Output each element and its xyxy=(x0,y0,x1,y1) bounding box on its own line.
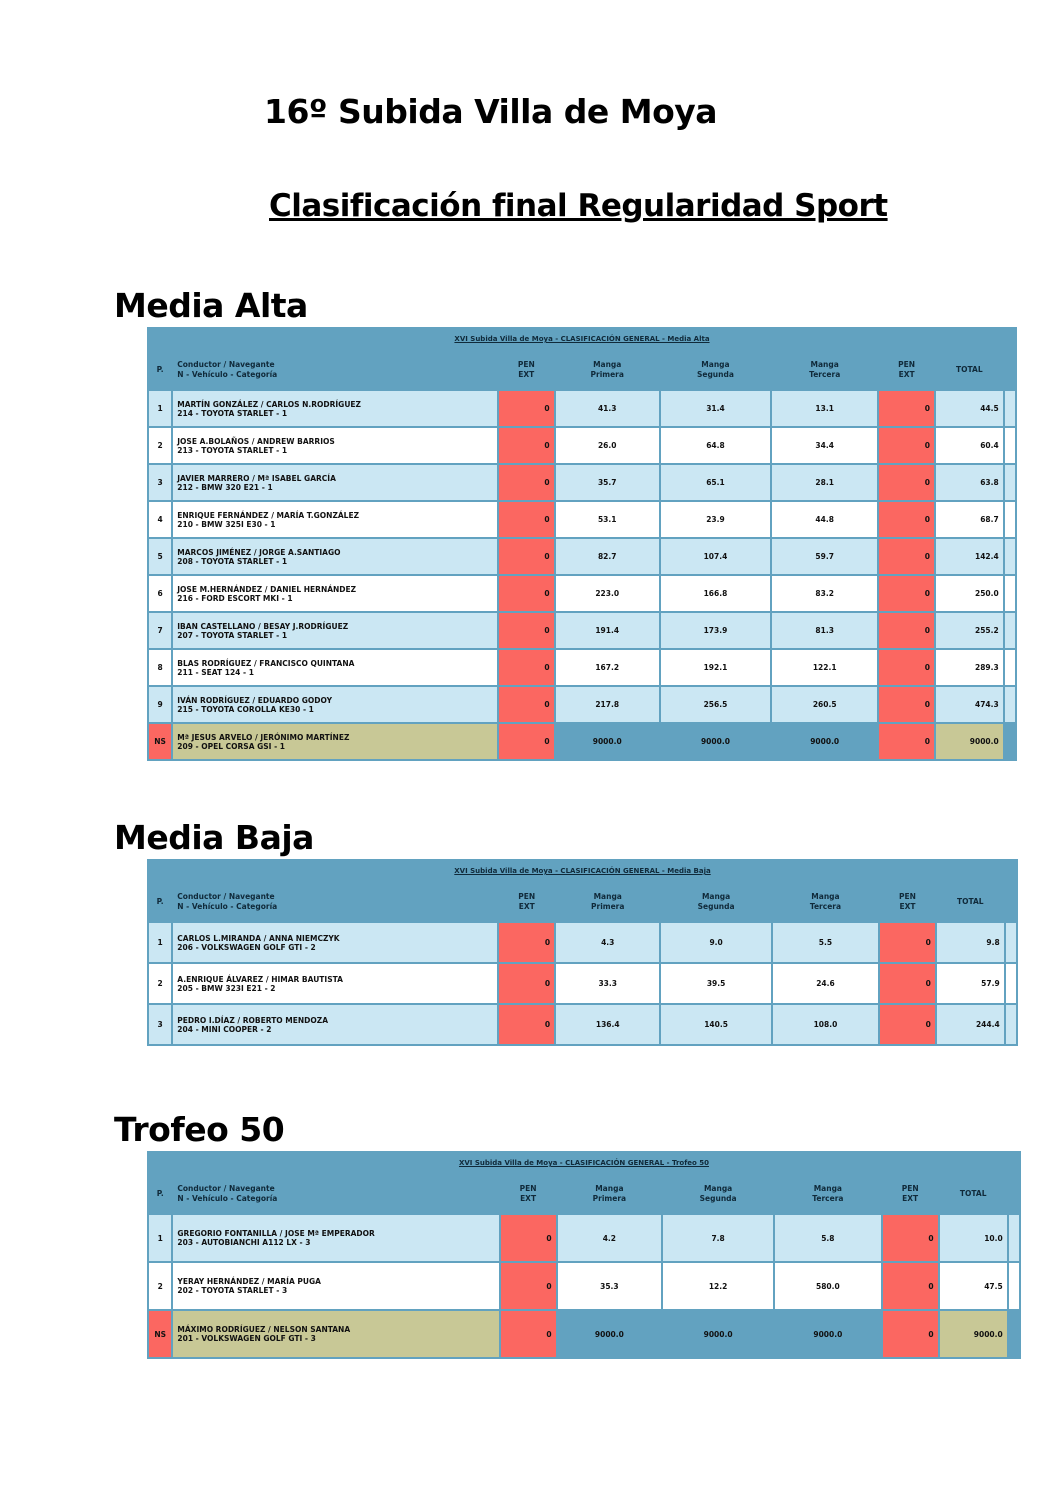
cell-spacer xyxy=(1005,963,1017,1004)
cell-driver xyxy=(172,427,498,464)
header-manga-segunda: Manga Segunda xyxy=(660,882,771,922)
cell-driver xyxy=(172,686,498,723)
cell-pen-ext-1: 0 xyxy=(498,464,555,501)
table-caption: XVI Subida Villa de Moya - CLASIFICACIÓN GENERAL - Media Alta xyxy=(148,328,1016,350)
car-info: 209 - OPEL CORSA GSI - 1 xyxy=(177,741,286,751)
cell-manga-segunda: 9.0 xyxy=(660,922,771,963)
cell-position: 1 xyxy=(148,390,172,427)
document-title: 16º Subida Villa de Moya xyxy=(264,92,718,131)
cell-manga-tercera: 122.1 xyxy=(771,649,878,686)
cell-pen-ext-1: 0 xyxy=(498,1004,555,1045)
cell-driver xyxy=(172,1310,499,1358)
cell-position: 3 xyxy=(148,1004,172,1045)
cell-spacer xyxy=(1005,1004,1017,1045)
table-row xyxy=(148,1262,1020,1310)
cell-pen-ext-2: 0 xyxy=(882,1310,939,1358)
cell-manga-segunda: 65.1 xyxy=(660,464,771,501)
cell-manga-primera: 136.4 xyxy=(555,1004,660,1045)
cell-pen-ext-1: 0 xyxy=(498,686,555,723)
cell-manga-tercera: 34.4 xyxy=(771,427,878,464)
cell-manga-tercera: 59.7 xyxy=(771,538,878,575)
cell-driver xyxy=(172,1214,499,1262)
cell-manga-primera: 4.2 xyxy=(557,1214,663,1262)
cell-spacer xyxy=(1008,1214,1020,1262)
cell-position: 6 xyxy=(148,575,172,612)
cell-driver xyxy=(172,538,498,575)
car-info: 216 - FORD ESCORT MKI - 1 xyxy=(177,593,293,603)
cell-pen-ext-2: 0 xyxy=(878,427,935,464)
cell-spacer xyxy=(1004,538,1016,575)
table-row xyxy=(148,464,1016,501)
cell-position: 1 xyxy=(148,922,172,963)
table-row xyxy=(148,538,1016,575)
cell-total: 60.4 xyxy=(935,427,1004,464)
crew-names: A.ENRIQUE ÁLVAREZ / HIMAR BAUTISTA xyxy=(177,974,343,984)
cell-driver xyxy=(172,1004,498,1045)
table-caption: XVI Subida Villa de Moya - CLASIFICACIÓN GENERAL - Media Baja xyxy=(148,860,1017,882)
cell-manga-primera: 9000.0 xyxy=(557,1310,663,1358)
cell-spacer xyxy=(1004,390,1016,427)
section-title-media-baja: Media Baja xyxy=(114,818,314,857)
table-row xyxy=(148,612,1016,649)
cell-pen-ext-2: 0 xyxy=(878,723,935,760)
cell-manga-segunda: 7.8 xyxy=(662,1214,774,1262)
header-manga-tercera: Manga Tercera xyxy=(772,882,879,922)
header-pen-ext-2: PEN EXT xyxy=(882,1174,939,1214)
cell-spacer xyxy=(1008,1262,1020,1310)
header-pen-ext-1: PEN EXT xyxy=(500,1174,557,1214)
table-row xyxy=(148,686,1016,723)
cell-total: 474.3 xyxy=(935,686,1004,723)
header-spacer xyxy=(1008,1174,1020,1214)
cell-pen-ext-2: 0 xyxy=(878,686,935,723)
header-position: P. xyxy=(148,350,172,390)
header-manga-primera: Manga Primera xyxy=(557,1174,663,1214)
cell-manga-primera: 26.0 xyxy=(555,427,660,464)
cell-driver xyxy=(172,649,498,686)
cell-driver xyxy=(172,723,498,760)
crew-names: MARCOS JIMÉNEZ / JORGE A.SANTIAGO xyxy=(177,547,341,557)
header-manga-segunda: Manga Segunda xyxy=(662,1174,774,1214)
header-driver: Conductor / Navegante N - Vehículo - Categoría xyxy=(172,1174,499,1214)
cell-position: 3 xyxy=(148,464,172,501)
cell-pen-ext-2: 0 xyxy=(879,1004,936,1045)
table-row xyxy=(148,390,1016,427)
cell-total: 10.0 xyxy=(939,1214,1008,1262)
cell-pen-ext-2: 0 xyxy=(879,963,936,1004)
cell-pen-ext-2: 0 xyxy=(878,464,935,501)
crew-names: GREGORIO FONTANILLA / JOSE Mª EMPERADOR xyxy=(177,1229,375,1238)
table-caption: XVI Subida Villa de Moya - CLASIFICACIÓN GENERAL - Trofeo 50 xyxy=(148,1152,1020,1174)
table-row xyxy=(148,723,1016,760)
cell-manga-segunda: 173.9 xyxy=(660,612,771,649)
cell-driver xyxy=(172,1262,499,1310)
crew-names: JOSE M.HERNÁNDEZ / DANIEL HERNÁNDEZ xyxy=(177,584,357,594)
cell-manga-segunda: 9000.0 xyxy=(662,1310,774,1358)
header-total: TOTAL xyxy=(936,882,1005,922)
cell-pen-ext-1: 0 xyxy=(498,390,555,427)
table-row xyxy=(148,427,1016,464)
header-driver: Conductor / Navegante N - Vehículo - Categoría xyxy=(172,882,498,922)
cell-manga-segunda: 166.8 xyxy=(660,575,771,612)
header-manga-primera: Manga Primera xyxy=(555,882,660,922)
results-table-media-alta xyxy=(147,327,1017,761)
cell-manga-tercera: 9000.0 xyxy=(771,723,878,760)
cell-manga-segunda: 192.1 xyxy=(660,649,771,686)
crew-names: Mª JESUS ARVELO / JERÓNIMO MARTÍNEZ xyxy=(177,732,350,742)
cell-total: 63.8 xyxy=(935,464,1004,501)
cell-pen-ext-2: 0 xyxy=(878,649,935,686)
cell-manga-segunda: 256.5 xyxy=(660,686,771,723)
cell-pen-ext-2: 0 xyxy=(878,390,935,427)
cell-total: 47.5 xyxy=(939,1262,1008,1310)
header-total: TOTAL xyxy=(935,350,1004,390)
cell-position: 8 xyxy=(148,649,172,686)
cell-spacer xyxy=(1008,1310,1020,1358)
cell-manga-tercera: 5.5 xyxy=(772,922,879,963)
cell-pen-ext-2: 0 xyxy=(878,501,935,538)
car-info: 215 - TOYOTA COROLLA KE30 - 1 xyxy=(177,704,314,714)
cell-manga-segunda: 107.4 xyxy=(660,538,771,575)
cell-driver xyxy=(172,922,498,963)
header-position: P. xyxy=(148,882,172,922)
cell-manga-primera: 35.7 xyxy=(555,464,660,501)
cell-pen-ext-1: 0 xyxy=(498,575,555,612)
cell-manga-tercera: 24.6 xyxy=(772,963,879,1004)
cell-manga-primera: 4.3 xyxy=(555,922,660,963)
document-subtitle: Clasificación final Regularidad Sport xyxy=(269,188,888,224)
cell-driver xyxy=(172,464,498,501)
cell-pen-ext-1: 0 xyxy=(498,723,555,760)
crew-names: CARLOS L.MIRANDA / ANNA NIEMCZYK xyxy=(177,933,340,943)
table-row xyxy=(148,922,1017,963)
car-info: 214 - TOYOTA STARLET - 1 xyxy=(177,408,288,418)
results-table-media-baja xyxy=(147,859,1018,1046)
cell-manga-segunda: 39.5 xyxy=(660,963,771,1004)
cell-spacer xyxy=(1004,575,1016,612)
car-info: 208 - TOYOTA STARLET - 1 xyxy=(177,556,288,566)
cell-pen-ext-1: 0 xyxy=(500,1214,557,1262)
cell-position: 5 xyxy=(148,538,172,575)
table-row xyxy=(148,963,1017,1004)
header-manga-primera: Manga Primera xyxy=(555,350,660,390)
cell-spacer xyxy=(1004,686,1016,723)
cell-position: 9 xyxy=(148,686,172,723)
section-title-media-alta: Media Alta xyxy=(114,286,308,325)
table-row xyxy=(148,1214,1020,1262)
car-info: 201 - VOLKSWAGEN GOLF GTI - 3 xyxy=(177,1334,316,1343)
cell-manga-tercera: 81.3 xyxy=(771,612,878,649)
cell-total: 250.0 xyxy=(935,575,1004,612)
cell-manga-primera: 9000.0 xyxy=(555,723,660,760)
cell-pen-ext-1: 0 xyxy=(498,612,555,649)
cell-manga-tercera: 83.2 xyxy=(771,575,878,612)
header-pen-ext-1: PEN EXT xyxy=(498,350,555,390)
crew-names: MARTÍN GONZÁLEZ / CARLOS N.RODRÍGUEZ xyxy=(177,399,361,409)
cell-total: 142.4 xyxy=(935,538,1004,575)
cell-driver xyxy=(172,612,498,649)
cell-total: 244.4 xyxy=(936,1004,1005,1045)
cell-spacer xyxy=(1004,723,1016,760)
cell-pen-ext-1: 0 xyxy=(498,427,555,464)
cell-manga-tercera: 108.0 xyxy=(772,1004,879,1045)
crew-names: IBAN CASTELLANO / BESAY J.RODRÍGUEZ xyxy=(177,621,349,631)
cell-pen-ext-1: 0 xyxy=(498,649,555,686)
cell-spacer xyxy=(1005,922,1017,963)
table-row xyxy=(148,1004,1017,1045)
crew-names: YERAY HERNÁNDEZ / MARÍA PUGA xyxy=(177,1277,321,1286)
cell-position: NS xyxy=(148,1310,172,1358)
cell-spacer xyxy=(1004,649,1016,686)
cell-position: 2 xyxy=(148,963,172,1004)
header-spacer xyxy=(1004,350,1016,390)
crew-names: JAVIER MARRERO / Mª ISABEL GARCÍA xyxy=(177,473,336,483)
cell-position: 4 xyxy=(148,501,172,538)
cell-manga-segunda: 12.2 xyxy=(662,1262,774,1310)
cell-pen-ext-1: 0 xyxy=(498,922,555,963)
header-driver: Conductor / Navegante N - Vehículo - Categoría xyxy=(172,350,498,390)
header-position: P. xyxy=(148,1174,172,1214)
cell-total: 57.9 xyxy=(936,963,1005,1004)
cell-pen-ext-2: 0 xyxy=(879,922,936,963)
cell-manga-tercera: 44.8 xyxy=(771,501,878,538)
cell-manga-primera: 167.2 xyxy=(555,649,660,686)
header-pen-ext-2: PEN EXT xyxy=(878,350,935,390)
cell-total: 289.3 xyxy=(935,649,1004,686)
cell-pen-ext-2: 0 xyxy=(878,612,935,649)
cell-manga-primera: 41.3 xyxy=(555,390,660,427)
cell-manga-tercera: 9000.0 xyxy=(774,1310,882,1358)
cell-manga-tercera: 13.1 xyxy=(771,390,878,427)
table-header-row xyxy=(148,1174,1020,1214)
cell-position: 7 xyxy=(148,612,172,649)
cell-position: 2 xyxy=(148,427,172,464)
cell-driver xyxy=(172,963,498,1004)
crew-names: MÁXIMO RODRÍGUEZ / NELSON SANTANA xyxy=(177,1325,351,1334)
cell-position: 1 xyxy=(148,1214,172,1262)
cell-driver xyxy=(172,575,498,612)
cell-pen-ext-1: 0 xyxy=(498,501,555,538)
cell-pen-ext-2: 0 xyxy=(882,1214,939,1262)
crew-names: BLAS RODRÍGUEZ / FRANCISCO QUINTANA xyxy=(177,658,355,668)
cell-manga-segunda: 23.9 xyxy=(660,501,771,538)
cell-total: 255.2 xyxy=(935,612,1004,649)
cell-manga-tercera: 28.1 xyxy=(771,464,878,501)
header-spacer xyxy=(1005,882,1017,922)
cell-manga-primera: 53.1 xyxy=(555,501,660,538)
cell-spacer xyxy=(1004,464,1016,501)
cell-manga-primera: 35.3 xyxy=(557,1262,663,1310)
car-info: 206 - VOLKSWAGEN GOLF GTI - 2 xyxy=(177,942,316,952)
cell-pen-ext-2: 0 xyxy=(878,538,935,575)
table-header-row xyxy=(148,350,1016,390)
table-header-row xyxy=(148,882,1017,922)
cell-spacer xyxy=(1004,427,1016,464)
cell-total: 9000.0 xyxy=(939,1310,1008,1358)
cell-spacer xyxy=(1004,501,1016,538)
header-total: TOTAL xyxy=(939,1174,1008,1214)
cell-manga-segunda: 9000.0 xyxy=(660,723,771,760)
crew-names: PEDRO I.DÍAZ / ROBERTO MENDOZA xyxy=(177,1015,329,1025)
cell-total: 44.5 xyxy=(935,390,1004,427)
header-manga-segunda: Manga Segunda xyxy=(660,350,771,390)
header-pen-ext-2: PEN EXT xyxy=(879,882,936,922)
cell-manga-tercera: 260.5 xyxy=(771,686,878,723)
table-row xyxy=(148,575,1016,612)
cell-pen-ext-1: 0 xyxy=(498,963,555,1004)
table-row xyxy=(148,649,1016,686)
cell-manga-primera: 191.4 xyxy=(555,612,660,649)
car-info: 202 - TOYOTA STARLET - 3 xyxy=(177,1286,288,1295)
cell-manga-primera: 82.7 xyxy=(555,538,660,575)
car-info: 205 - BMW 323I E21 - 2 xyxy=(177,983,276,993)
cell-driver xyxy=(172,501,498,538)
crew-names: IVÁN RODRÍGUEZ / EDUARDO GODOY xyxy=(177,695,333,705)
cell-pen-ext-1: 0 xyxy=(500,1262,557,1310)
cell-manga-tercera: 580.0 xyxy=(774,1262,882,1310)
car-info: 204 - MINI COOPER - 2 xyxy=(177,1024,272,1034)
header-manga-tercera: Manga Tercera xyxy=(774,1174,882,1214)
cell-pen-ext-1: 0 xyxy=(498,538,555,575)
cell-manga-primera: 223.0 xyxy=(555,575,660,612)
cell-pen-ext-2: 0 xyxy=(878,575,935,612)
cell-manga-primera: 33.3 xyxy=(555,963,660,1004)
cell-manga-primera: 217.8 xyxy=(555,686,660,723)
crew-names: JOSE A.BOLAÑOS / ANDREW BARRIOS xyxy=(177,436,335,446)
cell-position: 2 xyxy=(148,1262,172,1310)
cell-manga-tercera: 5.8 xyxy=(774,1214,882,1262)
car-info: 203 - AUTOBIANCHI A112 LX - 3 xyxy=(177,1238,311,1247)
results-table-trofeo-50 xyxy=(147,1151,1021,1359)
car-info: 213 - TOYOTA STARLET - 1 xyxy=(177,445,288,455)
cell-total: 68.7 xyxy=(935,501,1004,538)
cell-pen-ext-1: 0 xyxy=(500,1310,557,1358)
cell-manga-segunda: 31.4 xyxy=(660,390,771,427)
car-info: 211 - SEAT 124 - 1 xyxy=(177,667,254,677)
table-row xyxy=(148,501,1016,538)
cell-driver xyxy=(172,390,498,427)
header-manga-tercera: Manga Tercera xyxy=(771,350,878,390)
cell-manga-segunda: 140.5 xyxy=(660,1004,771,1045)
crew-names: ENRIQUE FERNÁNDEZ / MARÍA T.GONZÁLEZ xyxy=(177,510,360,520)
cell-spacer xyxy=(1004,612,1016,649)
header-pen-ext-1: PEN EXT xyxy=(498,882,555,922)
cell-total: 9.8 xyxy=(936,922,1005,963)
cell-pen-ext-2: 0 xyxy=(882,1262,939,1310)
table-row xyxy=(148,1310,1020,1358)
cell-total: 9000.0 xyxy=(935,723,1004,760)
car-info: 212 - BMW 320 E21 - 1 xyxy=(177,482,273,492)
cell-manga-segunda: 64.8 xyxy=(660,427,771,464)
section-title-trofeo-50: Trofeo 50 xyxy=(114,1110,285,1149)
cell-position: NS xyxy=(148,723,172,760)
car-info: 207 - TOYOTA STARLET - 1 xyxy=(177,630,288,640)
car-info: 210 - BMW 325I E30 - 1 xyxy=(177,519,276,529)
